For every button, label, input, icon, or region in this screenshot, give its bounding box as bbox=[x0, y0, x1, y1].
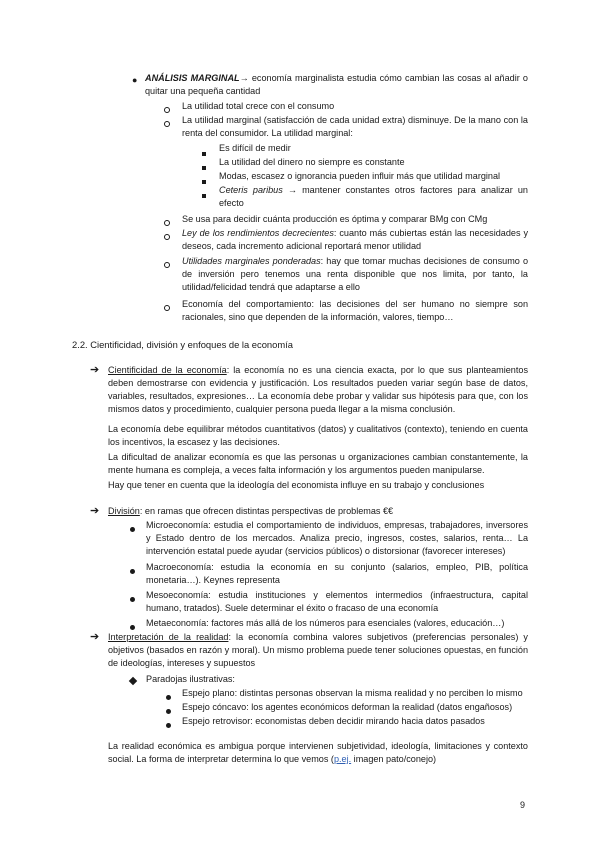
marginal-item: La utilidad total crece con el consumo bbox=[182, 101, 335, 111]
pej-link[interactable]: p.ej. bbox=[333, 754, 352, 764]
paradoja-item: Espejo cóncavo: los agentes económicos deforman la realidad (datos engañosos) bbox=[182, 702, 513, 712]
division-item: Metaeconomía: factores más allá de los números para esenciales (valores, educación…) bbox=[146, 618, 505, 628]
hollow-bullet bbox=[164, 231, 170, 244]
bullet-dot: ● bbox=[132, 75, 138, 85]
division-intro: División: en ramas que ofrecen distintas perspectivas de problemas €€ bbox=[108, 506, 394, 516]
marginal-item: La utilidad marginal (satisfacción de cada unidad extra) disminuye. De la mano con la renta del consumidor. La utilidad marginal: bbox=[182, 115, 528, 138]
closing-paragraph: La realidad económica es ambigua porque intervienen subjetividad, ideología, limitaciones y contexto social. La forma de interpretar determina lo que vemos (p.ej. imagen pato/conejo) bbox=[108, 741, 528, 764]
dot-bullet bbox=[130, 565, 135, 578]
dot-bullet bbox=[166, 705, 171, 718]
dot-bullet bbox=[130, 593, 135, 606]
division-label: División bbox=[108, 506, 140, 516]
arrow-bullet: ➔ bbox=[90, 364, 100, 376]
marginal-item: Utilidades marginales ponderadas: hay que tomar muchas decisiones de consumo o de inversión pero tenemos una renta disponible que nos limita, por tanto, la utilidad/felicidad tendrá que adaptarse a ello bbox=[182, 256, 529, 292]
dot-bullet bbox=[166, 691, 171, 704]
cientificidad-label: Cientificidad de la economía bbox=[108, 365, 227, 375]
division-item: Macroeconomía: estudia la economía en su conjunto (salarios, empleo, PIB, política monetaria…). Keynes representa bbox=[146, 562, 528, 585]
marginal-intro: ANÁLISIS MARGINAL→ economía marginalista estudia cómo cambian las cosas al añadir o quitar una pequeña cantidad bbox=[145, 73, 528, 96]
hollow-bullet bbox=[164, 104, 170, 117]
marginal-item: Ley de los rendimientos decrecientes: cuanto más cubiertas están las necesidades y deseos, cada incremento adicional reportará menor utilidad bbox=[182, 228, 528, 251]
arrow-bullet: ➔ bbox=[90, 631, 100, 643]
paradoja-item: Espejo plano: distintas personas observan la misma realidad y no perciben lo mismo bbox=[182, 688, 523, 698]
section-heading: 2.2. Cientificidad, división y enfoques de la economía bbox=[72, 339, 293, 350]
page-number: 9 bbox=[520, 800, 526, 810]
dot-bullet bbox=[166, 719, 171, 732]
square-bullet bbox=[202, 189, 206, 202]
interpretacion-label: Interpretación de la realidad bbox=[108, 632, 229, 642]
paradojas-label: Paradojas ilustrativas: bbox=[146, 674, 235, 684]
paradoja-item: Espejo retrovisor: economistas deben decidir mirando hacia datos pasados bbox=[182, 716, 485, 726]
cientificidad-paragraph: La economía debe equilibrar métodos cuantitativos (datos) y cualitativos (contexto), teniendo en cuenta los incentivos, la escasez y las decisiones. bbox=[108, 424, 528, 447]
marginal-subitem: Modas, escasez o ignorancia pueden influir más que utilidad marginal bbox=[219, 171, 501, 181]
cientificidad-paragraph: La dificultad de analizar economía es que las personas u organizaciones cambian constantemente, la mente humana es compleja, a veces falta información y los argumentos pueden manipularse. bbox=[108, 452, 528, 475]
interpretacion-paragraph: Interpretación de la realidad: la economía combina valores subjetivos (preferencias personales) y objetivos (basados en razón y moral). Un mismo problema puede tener soluciones opuestas, en función de ideologías, intereses y supuestos bbox=[108, 632, 528, 668]
square-bullet bbox=[202, 161, 206, 174]
marginal-title: ANÁLISIS MARGINAL bbox=[145, 73, 240, 83]
cientificidad-paragraph: Cientificidad de la economía: la economía no es una ciencia exacta, por lo que sus planteamientos deben demostrarse con evidencia y justificación. Los resultados pueden variar según base de datos, variables, resultados, expresiones… La economía debe probar y validar sus hipótesis para que, con los mismos datos y procedimiento, cualquier persona pueda llegar a la misma conclusión. bbox=[108, 365, 528, 414]
diamond-bullet bbox=[130, 675, 136, 688]
square-bullet bbox=[202, 147, 206, 160]
dot-bullet bbox=[130, 523, 135, 536]
arrow-bullet: ➔ bbox=[90, 505, 100, 517]
hollow-bullet bbox=[164, 217, 170, 230]
division-item: Mesoeconomía: estudia instituciones y elementos intermedios (infraestructura, capital humano, tratados). Suele determinar el éxito o fracaso de una economía bbox=[146, 590, 528, 613]
marginal-item: Se usa para decidir cuánta producción es óptima y comparar BMg con CMg bbox=[182, 214, 488, 224]
marginal-subitem: Es difícil de medir bbox=[219, 143, 291, 153]
division-item: Microeconomía: estudia el comportamiento de individuos, empresas, trabajadores, inversores y Estado dentro de los mercados. Analiza precio, ingresos, costes, salarios, renta… La intervención estatal puede ayudar (servicios públicos) o distorsionar (favorecer intereses) bbox=[146, 520, 528, 556]
hollow-bullet bbox=[164, 259, 170, 272]
square-bullet bbox=[202, 175, 206, 188]
marginal-subitem: Ceteris paribus → mantener constantes otros factores para analizar un efecto bbox=[219, 185, 528, 208]
marginal-item: Economía del comportamiento: las decisiones del ser humano no siempre son racionales, sino que dependen de la información, valores, tiempo… bbox=[182, 299, 528, 322]
marginal-subitem: La utilidad del dinero no siempre es constante bbox=[219, 157, 405, 167]
hollow-bullet bbox=[164, 118, 170, 131]
hollow-bullet bbox=[164, 302, 170, 315]
cientificidad-paragraph: Hay que tener en cuenta que la ideología del economista influye en su trabajo y conclusiones bbox=[108, 480, 485, 490]
